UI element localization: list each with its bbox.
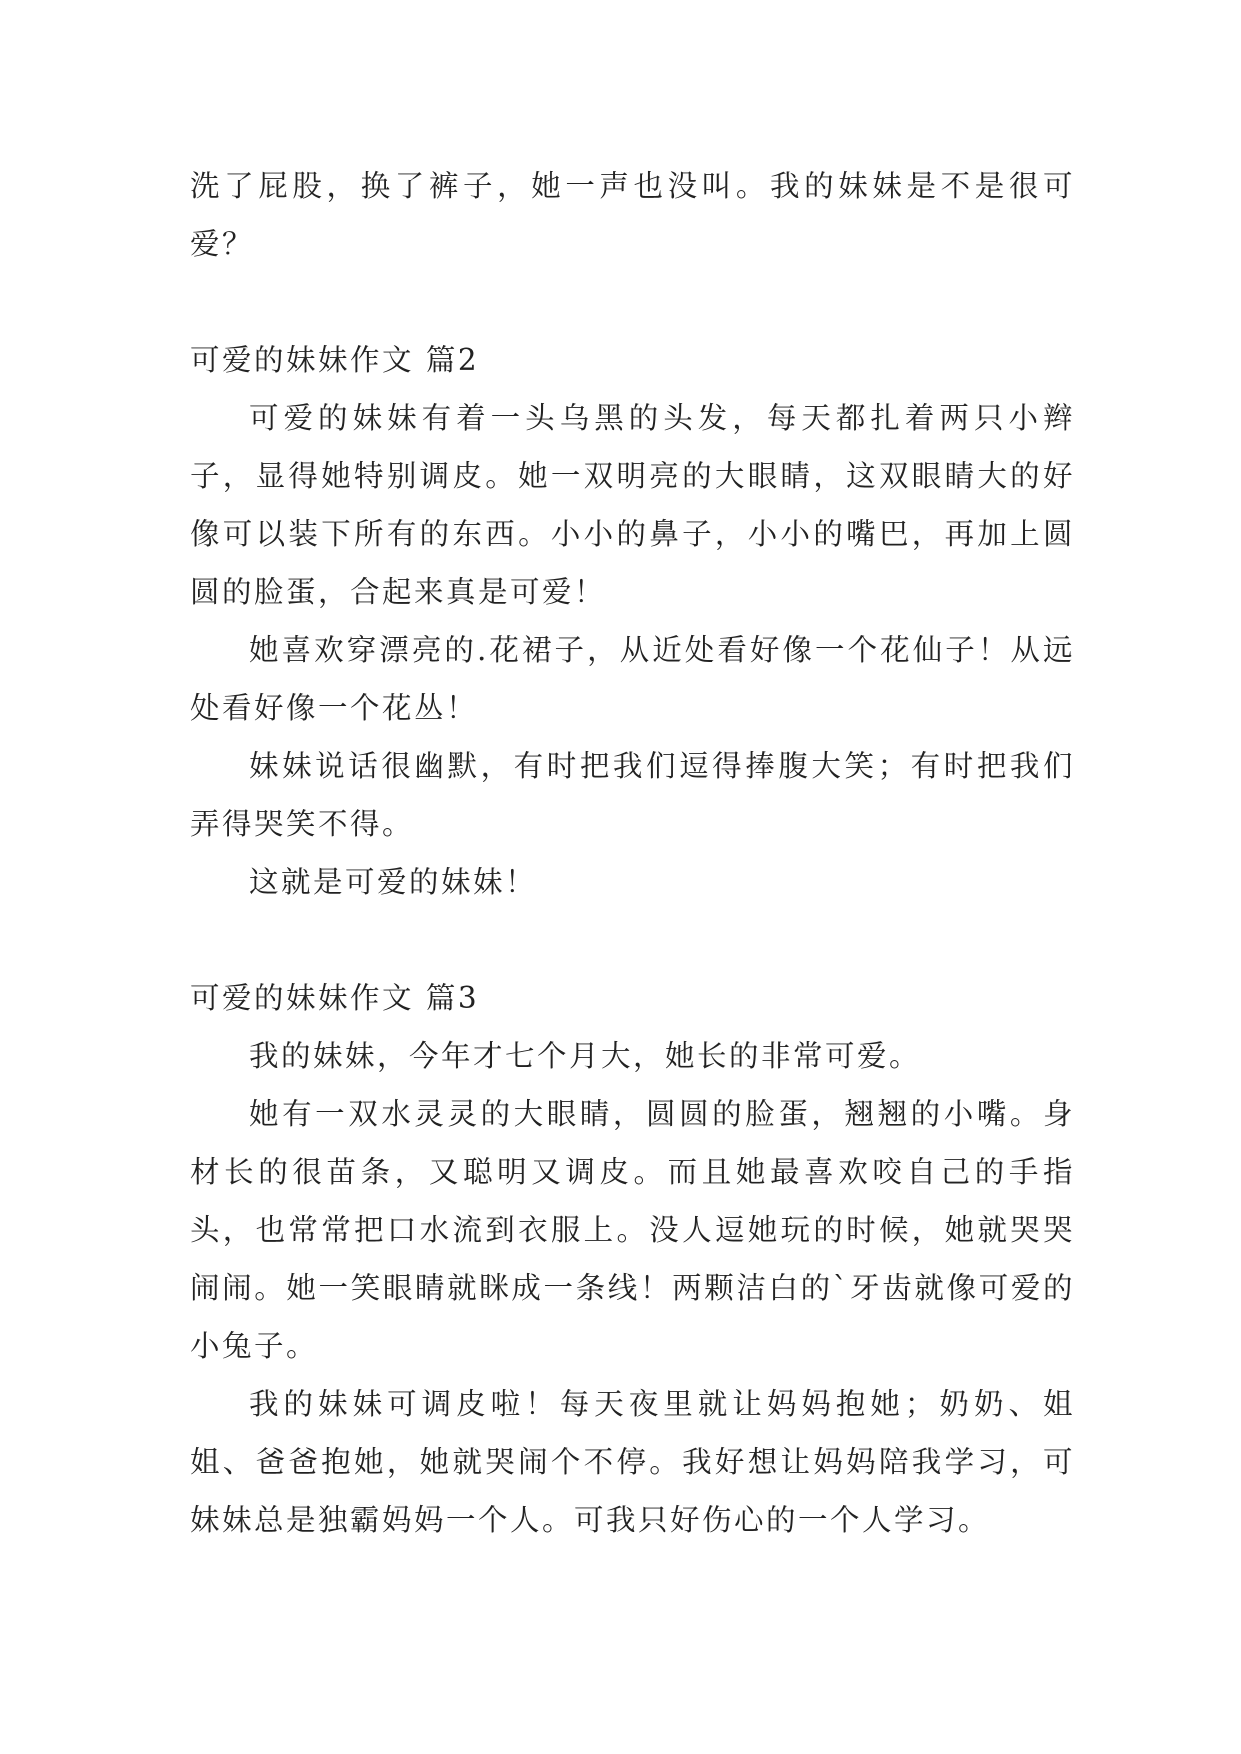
section-2-paragraph-3: 妹妹说话很幽默，有时把我们逗得捧腹大笑；有时把我们弄得哭笑不得。 (190, 749, 1075, 841)
section-3-paragraph-3: 我的妹妹可调皮啦！每天夜里就让妈妈抱她；奶奶、姐姐、爸爸抱她，她就哭闹个不停。我好想让妈妈陪我学习，可妹妹总是独霸妈妈一个人。可我只好伤心的一个人学习。 (190, 1387, 1075, 1537)
section-gap (190, 911, 1075, 969)
continued-paragraph: 洗了屁股，换了裤子，她一声也没叫。我的妹妹是不是很可爱？ (190, 169, 1075, 261)
section-3-heading: 可爱的妹妹作文 篇3 (190, 981, 480, 1015)
section-gap (190, 273, 1075, 331)
section-2-heading: 可爱的妹妹作文 篇2 (190, 343, 480, 377)
section-2-paragraph-1: 可爱的妹妹有着一头乌黑的头发，每天都扎着两只小辫子，显得她特别调皮。她一双明亮的大眼睛，这双眼睛大的好像可以装下所有的东西。小小的鼻子，小小的嘴巴，再加上圆圆的脸蛋，合起来真是可爱！ (190, 401, 1075, 609)
section-3-paragraph-2: 她有一双水灵灵的大眼睛，圆圆的脸蛋，翘翘的小嘴。身材长的很苗条，又聪明又调皮。而且她最喜欢咬自己的手指头，也常常把口水流到衣服上。没人逗她玩的时候，她就哭哭闹闹。她一笑眼睛就眯成一条线！两颗洁白的`牙齿就像可爱的小兔子。 (190, 1097, 1075, 1363)
section-2-paragraph-4: 这就是可爱的妹妹！ (249, 865, 538, 899)
section-3-paragraph-1: 我的妹妹，今年才七个月大，她长的非常可爱。 (249, 1039, 922, 1073)
section-2-paragraph-2: 她喜欢穿漂亮的.花裙子，从近处看好像一个花仙子！从远处看好像一个花丛！ (190, 633, 1075, 725)
document-body (190, 157, 1075, 1549)
